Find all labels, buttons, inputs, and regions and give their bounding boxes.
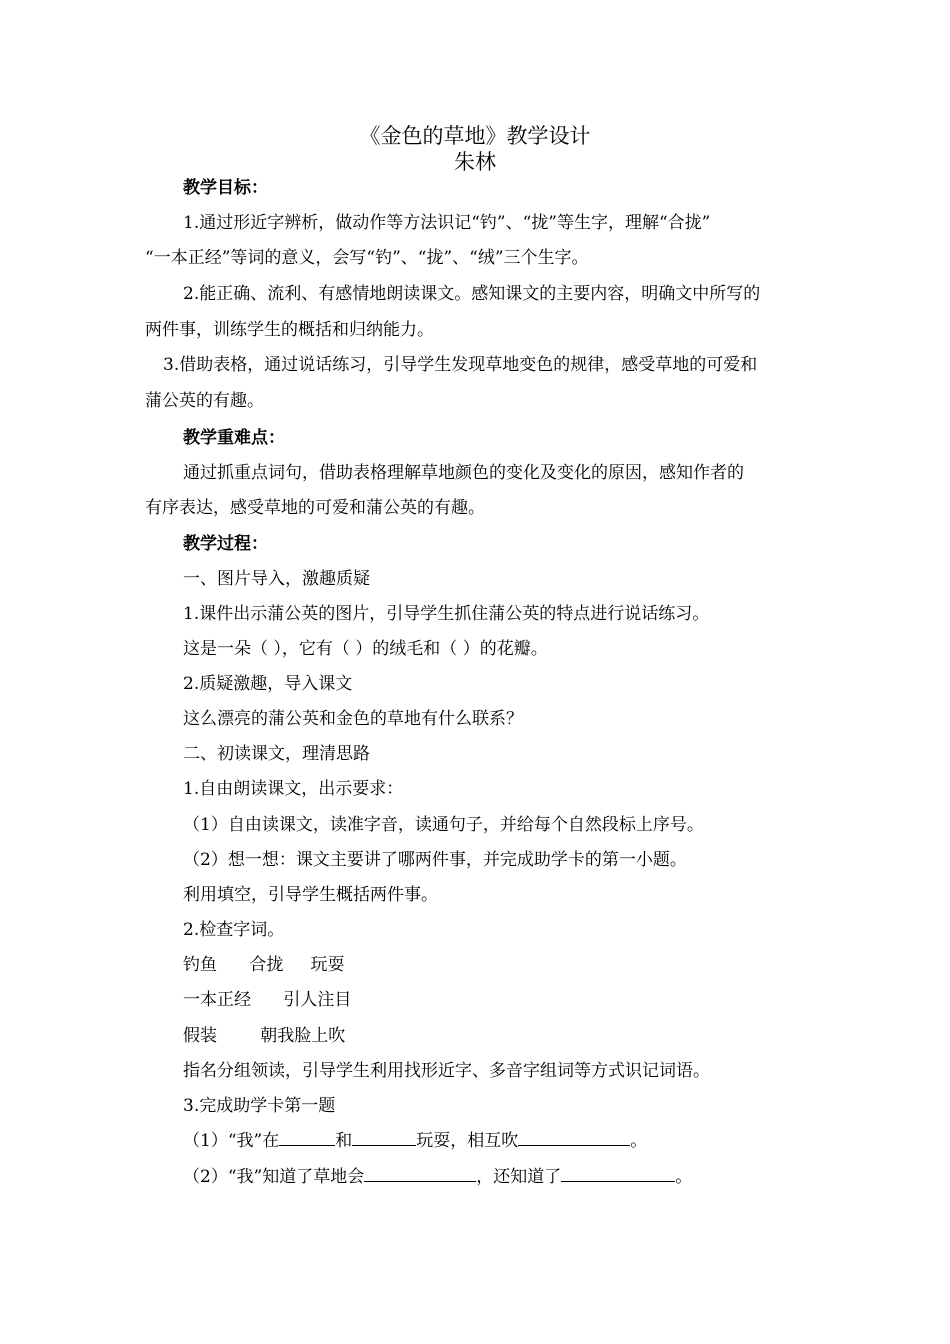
vocab-note: 指名分组领读，引导学生利用找形近字、多音字组词等方式识记词语。 (183, 1061, 710, 1081)
exercise-2-part-a: （2）“我”知道了草地会 (183, 1167, 365, 1187)
section-2-step-1: 1.自由朗读课文，出示要求： (183, 779, 404, 799)
exercise-1-part-b: 和 (335, 1131, 353, 1151)
exercise-1-part-c: 玩耍，相互吹 (416, 1131, 519, 1151)
exercise-1-part-d: 。 (630, 1131, 648, 1151)
vocab-row-2: 一本正经 引人注目 (183, 990, 352, 1010)
section-2-note: 利用填空，引导学生概括两件事。 (183, 885, 438, 905)
goals-heading: 教学目标： (183, 178, 268, 198)
key-points-line-2: 有序表达，感受草地的可爱和蒲公英的有趣。 (145, 498, 485, 518)
vocab-row-1: 钓鱼 合拢 玩耍 (183, 955, 345, 975)
exercise-1-blank-2[interactable] (352, 1130, 416, 1146)
section-2-req-2: （2）想一想：课文主要讲了哪两件事，并完成助学卡的第一小题。 (183, 850, 687, 870)
section-1-fill-sentence: 这是一朵（ ），它有（ ）的绒毛和（ ）的花瓣。 (183, 639, 548, 659)
exercise-1 (183, 1129, 647, 1153)
key-points-line-1: 通过抓重点词句，借助表格理解草地颜色的变化及变化的原因，感知作者的 (183, 463, 744, 483)
goal-3-line-2: 蒲公英的有趣。 (145, 391, 264, 411)
exercise-2 (183, 1165, 692, 1189)
vocab-row-3: 假装 朝我脸上吹 (183, 1026, 346, 1046)
exercise-2-part-c: 。 (675, 1167, 693, 1187)
section-1-step-1: 1.课件出示蒲公英的图片，引导学生抓住蒲公英的特点进行说话练习。 (183, 604, 710, 624)
key-points-heading: 教学重难点： (183, 428, 285, 448)
section-2-step-3: 3.完成助学卡第一题 (183, 1096, 336, 1116)
goal-3-line-1: 3.借助表格，通过说话练习，引导学生发现草地变色的规律，感受草地的可爱和 (163, 355, 758, 375)
section-1-step-2: 2.质疑激趣，导入课文 (183, 674, 353, 694)
document-title: 《金色的草地》教学设计 (359, 124, 591, 148)
process-heading: 教学过程： (183, 534, 268, 554)
section-2-heading: 二、初读课文，理清思路 (183, 744, 370, 764)
goal-2-line-2: 两件事，训练学生的概括和归纳能力。 (145, 320, 434, 340)
exercise-2-part-b: ，还知道了 (476, 1167, 562, 1187)
section-1-question: 这么漂亮的蒲公英和金色的草地有什么联系？ (183, 709, 523, 729)
exercise-1-part-a: （1）“我”在 (183, 1131, 280, 1151)
section-1-heading: 一、图片导入，激趣质疑 (183, 569, 370, 589)
exercise-2-blank-2[interactable] (561, 1166, 675, 1182)
goal-1-line-2: “一本正经”等词的意义，会写“钓”、“拢”、“绒”三个生字。 (145, 248, 589, 268)
goal-1-line-1: 1.通过形近字辨析，做动作等方法识记“钓”、“拢”等生字，理解“合拢” (183, 213, 711, 233)
exercise-1-blank-3[interactable] (518, 1130, 630, 1146)
section-2-step-2: 2.检查字词。 (183, 920, 285, 940)
exercise-1-blank-1[interactable] (279, 1130, 335, 1146)
document-author: 朱林 (454, 150, 496, 174)
exercise-2-blank-1[interactable] (364, 1166, 476, 1182)
goal-2-line-1: 2.能正确、流利、有感情地朗读课文。感知课文的主要内容，明确文中所写的 (183, 284, 761, 304)
section-2-req-1: （1）自由读课文，读准字音，读通句子，并给每个自然段标上序号。 (183, 815, 704, 835)
